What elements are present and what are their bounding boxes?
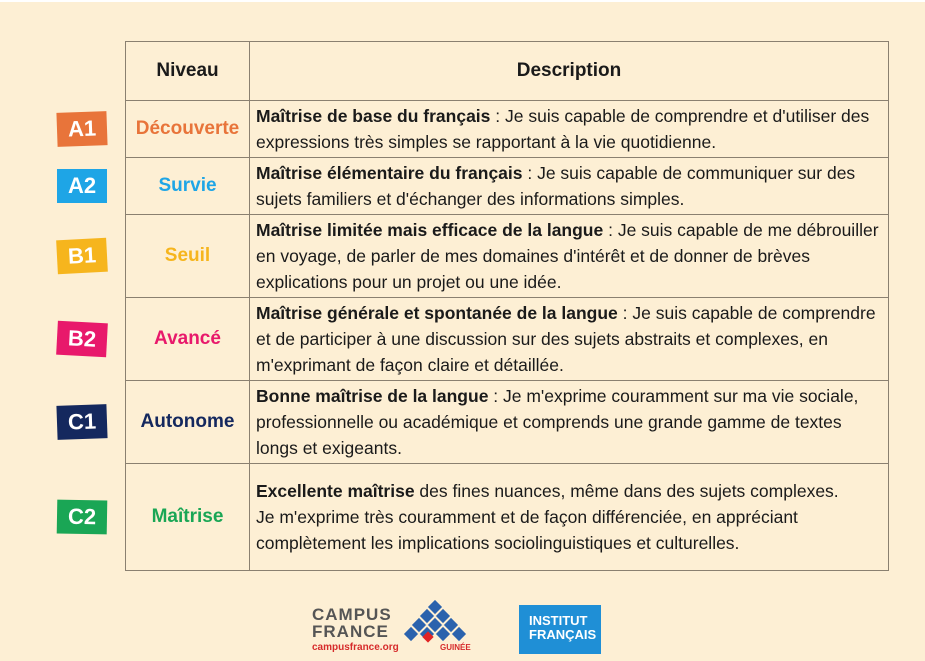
level-name: Autonome bbox=[126, 381, 250, 464]
level-badge: C1 bbox=[56, 404, 107, 440]
logo-text: FRANÇAIS bbox=[529, 627, 597, 642]
description-heading: Maîtrise élémentaire du français bbox=[256, 163, 523, 183]
logo-country: GUINÉE bbox=[440, 643, 471, 652]
level-description bbox=[250, 215, 889, 298]
level-name: Seuil bbox=[126, 215, 250, 298]
table-row bbox=[126, 298, 889, 381]
top-strip bbox=[0, 0, 925, 2]
description-heading: Maîtrise de base du français bbox=[256, 106, 491, 126]
description-heading: Bonne maîtrise de la langue bbox=[256, 386, 489, 406]
level-name: Découverte bbox=[126, 101, 250, 158]
header-description: Description bbox=[250, 42, 889, 101]
description-text: Je m'exprime très couramment et de façon différenciée, en appréciant complètement les implications sociolinguistiques et culturelles. bbox=[256, 507, 798, 553]
logo-text: CAMPUS bbox=[312, 605, 392, 624]
description-heading: Excellente maîtrise bbox=[256, 481, 415, 501]
description-text: : Je suis capable de comprendre et d'utiliser des expressions très simples se rapportant à la vie quotidienne. bbox=[256, 106, 870, 152]
level-description bbox=[250, 158, 889, 215]
table-row bbox=[126, 158, 889, 215]
description-text: : Je suis capable de comprendre et de participer à une discussion sur des sujets abstraits et complexes, en m'exprimant de façon claire et détaillée. bbox=[256, 303, 876, 375]
level-name: Survie bbox=[126, 158, 250, 215]
logo-url: campusfrance.org bbox=[312, 642, 399, 653]
description-text: : Je suis capable de me débrouiller en voyage, de parler de mes domaines d'intérêt et de donner de brèves explications pour un projet ou une idée. bbox=[256, 220, 879, 292]
level-badge: B1 bbox=[56, 237, 108, 274]
diamond-pattern-icon bbox=[394, 600, 479, 644]
description-text: des fines nuances, même dans des sujets complexes. bbox=[414, 481, 839, 501]
level-description bbox=[250, 381, 889, 464]
header-level: Niveau bbox=[126, 42, 250, 101]
logo-text: INSTITUT bbox=[529, 613, 588, 628]
level-badge: A1 bbox=[56, 111, 107, 147]
level-badge: B2 bbox=[56, 320, 108, 357]
table-row bbox=[126, 101, 889, 158]
level-description bbox=[250, 298, 889, 381]
level-name: Avancé bbox=[126, 298, 250, 381]
level-description bbox=[250, 464, 889, 571]
description-text: : Je m'exprime couramment sur ma vie sociale, professionnelle ou académique et comprends une grande gamme de textes longs et exigeants. bbox=[256, 386, 859, 458]
description-heading: Maîtrise générale et spontanée de la langue bbox=[256, 303, 618, 323]
cefr-levels-table bbox=[125, 41, 889, 571]
institut-francais-logo bbox=[519, 605, 601, 654]
table-row bbox=[126, 381, 889, 464]
level-badge: C2 bbox=[57, 499, 108, 534]
table-row bbox=[126, 464, 889, 571]
level-description bbox=[250, 101, 889, 158]
table-header bbox=[126, 42, 889, 101]
logo-text: FRANCE bbox=[312, 622, 389, 641]
level-name: Maîtrise bbox=[126, 464, 250, 571]
description-text: : Je suis capable de communiquer sur des sujets familiers et d'échanger des informations simples. bbox=[256, 163, 856, 209]
description-heading: Maîtrise limitée mais efficace de la langue bbox=[256, 220, 604, 240]
level-badge: A2 bbox=[57, 169, 107, 203]
campus-france-logo bbox=[312, 600, 482, 660]
table-row bbox=[126, 215, 889, 298]
